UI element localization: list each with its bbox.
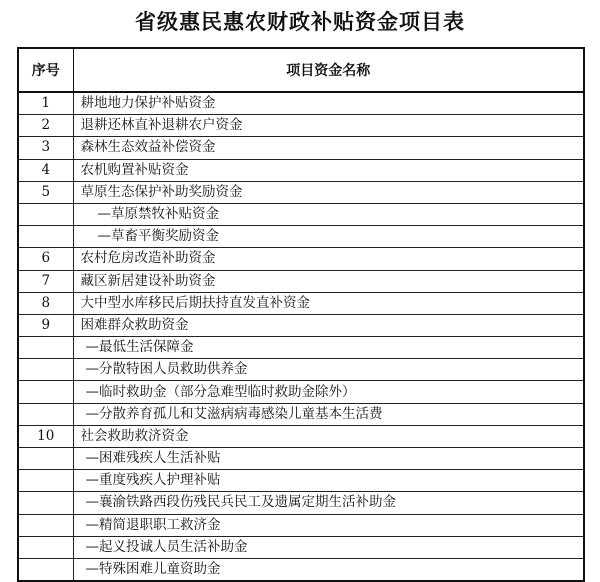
- row-fund-name: 退耕还林直补退耕农户资金: [73, 115, 584, 137]
- row-serial-number: 4: [18, 159, 73, 181]
- table-row: [18, 115, 584, 137]
- row-serial-number: [18, 514, 73, 536]
- row-serial-number: [18, 470, 73, 492]
- table-row: [18, 359, 584, 381]
- table-row: [18, 448, 584, 470]
- row-serial-number: [18, 203, 73, 225]
- row-sub-item-name: —困难残疾人生活补贴: [73, 448, 584, 470]
- row-serial-number: 10: [18, 425, 73, 447]
- table-row: [18, 425, 584, 447]
- row-fund-name: 森林生态效益补偿资金: [73, 137, 584, 159]
- row-serial-number: [18, 536, 73, 558]
- row-serial-number: [18, 381, 73, 403]
- row-serial-number: 6: [18, 248, 73, 270]
- row-fund-name: 耕地地力保护补贴资金: [73, 92, 584, 115]
- row-sub-item-name: —重度残疾人护理补贴: [73, 470, 584, 492]
- table-row: [18, 226, 584, 248]
- row-serial-number: [18, 359, 73, 381]
- row-sub-item-name: —草畜平衡奖励资金: [73, 226, 584, 248]
- table-row: [18, 270, 584, 292]
- table-body: [18, 92, 584, 581]
- row-sub-item-name: —特殊困难儿童资助金: [73, 558, 584, 581]
- row-sub-item-name: —分散养育孤儿和艾滋病病毒感染儿童基本生活费: [73, 403, 584, 425]
- table-row: [18, 248, 584, 270]
- row-serial-number: [18, 448, 73, 470]
- row-fund-name: 农机购置补贴资金: [73, 159, 584, 181]
- row-sub-item-name: —起义投诚人员生活补助金: [73, 536, 584, 558]
- row-serial-number: 1: [18, 92, 73, 115]
- table-row: [18, 492, 584, 514]
- row-fund-name: 草原生态保护补助奖励资金: [73, 181, 584, 203]
- table-row: [18, 181, 584, 203]
- page-title: 省级惠民惠农财政补贴资金项目表: [135, 10, 465, 34]
- table-row: [18, 159, 584, 181]
- row-serial-number: 9: [18, 314, 73, 336]
- row-serial-number: [18, 492, 73, 514]
- table-row: [18, 337, 584, 359]
- header-serial-number: 序号: [18, 48, 73, 92]
- table-row: [18, 536, 584, 558]
- row-fund-name: 农村危房改造补助资金: [73, 248, 584, 270]
- funds-table: [17, 47, 585, 582]
- table-row: [18, 203, 584, 225]
- row-fund-name: 大中型水库移民后期扶持直发直补资金: [73, 292, 584, 314]
- row-sub-item-name: —精简退职职工救济金: [73, 514, 584, 536]
- table-row: [18, 314, 584, 336]
- table-header-row: [18, 48, 584, 92]
- table-row: [18, 403, 584, 425]
- row-serial-number: 3: [18, 137, 73, 159]
- row-serial-number: 8: [18, 292, 73, 314]
- row-serial-number: [18, 337, 73, 359]
- table-row: [18, 292, 584, 314]
- table-row: [18, 92, 584, 115]
- row-serial-number: [18, 403, 73, 425]
- row-serial-number: 7: [18, 270, 73, 292]
- row-sub-item-name: —襄渝铁路西段伤残民兵民工及遗属定期生活补助金: [73, 492, 584, 514]
- row-serial-number: 2: [18, 115, 73, 137]
- row-serial-number: [18, 226, 73, 248]
- row-sub-item-name: —草原禁牧补贴资金: [73, 203, 584, 225]
- row-sub-item-name: —最低生活保障金: [73, 337, 584, 359]
- table-row: [18, 470, 584, 492]
- row-fund-name: 困难群众救助资金: [73, 314, 584, 336]
- header-fund-name: 项目资金名称: [73, 48, 584, 92]
- row-sub-item-name: —临时救助金（部分急难型临时救助金除外）: [73, 381, 584, 403]
- row-sub-item-name: —分散特困人员救助供养金: [73, 359, 584, 381]
- table-row: [18, 381, 584, 403]
- table-row: [18, 137, 584, 159]
- row-serial-number: 5: [18, 181, 73, 203]
- table-row: [18, 514, 584, 536]
- row-fund-name: 藏区新居建设补助资金: [73, 270, 584, 292]
- row-fund-name: 社会救助救济资金: [73, 425, 584, 447]
